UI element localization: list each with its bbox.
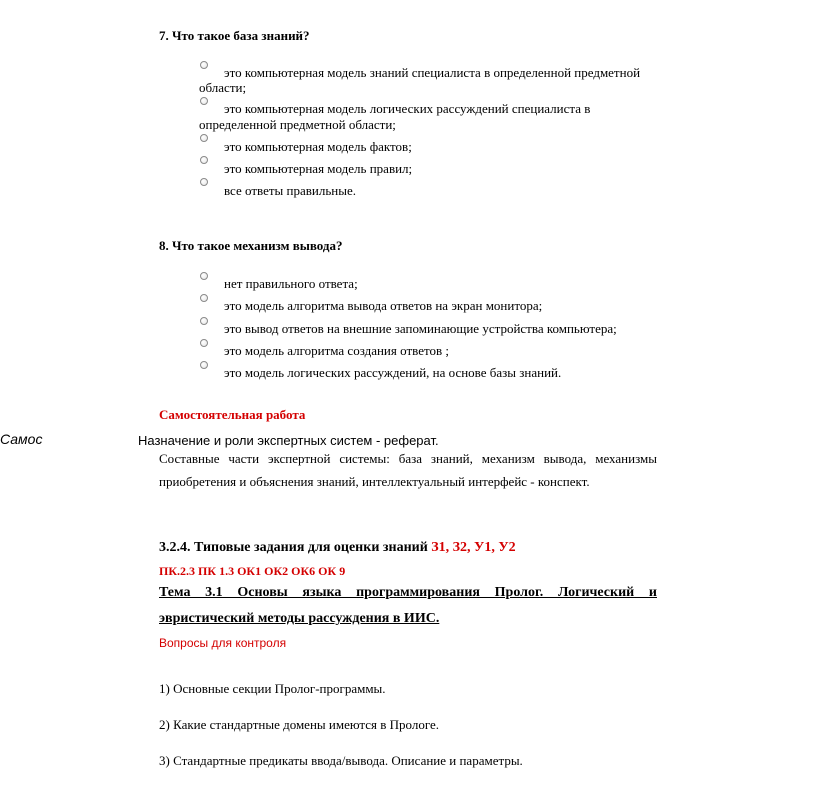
q8-option-2-text: это модель алгоритма вывода ответов на экран монитора; <box>224 298 543 313</box>
q7-option-1-radio[interactable] <box>200 61 208 69</box>
section-heading-codes: З1, З2, У1, У2 <box>431 540 516 555</box>
independent-line-1: Назначение и роли экспертных систем - реферат. <box>138 433 439 448</box>
q7-option-4-radio[interactable] <box>200 156 208 164</box>
q8-option-4-radio[interactable] <box>200 339 208 347</box>
control-question-1: 1) Основные секции Пролог-программы. <box>159 681 386 696</box>
independent-work-heading: Самостоятельная работа <box>159 407 306 422</box>
q7-option-2-text: это компьютерная модель логических рассуждений специалиста в <box>224 101 591 116</box>
q8-option-1-radio[interactable] <box>200 272 208 280</box>
q8-option-2-radio[interactable] <box>200 294 208 302</box>
q7-option-2-radio[interactable] <box>200 97 208 105</box>
topic-title-line-1: Тема 3.1 Основы языка программирования Пролог. Логический и <box>159 585 657 600</box>
topic-title-line-2: эвристический методы рассуждения в ИИС. <box>159 611 440 626</box>
q7-option-4-text: это компьютерная модель правил; <box>224 161 413 176</box>
q7-option-1-text-cont: области; <box>199 80 247 95</box>
section-heading <box>159 540 516 556</box>
q7-option-5-radio[interactable] <box>200 178 208 186</box>
q8-option-3-text: это вывод ответов на внешние запоминающие устройства компьютера; <box>224 321 617 336</box>
q8-option-4-text: это модель алгоритма создания ответов ; <box>224 343 449 358</box>
q7-option-3-radio[interactable] <box>200 134 208 142</box>
side-label: Самос <box>0 431 43 447</box>
q8-option-1-text: нет правильного ответа; <box>224 276 358 291</box>
independent-line-3: приобретения и объяснения знаний, интеллектуальный интерфейс - конспект. <box>159 474 590 489</box>
control-question-3: 3) Стандартные предикаты ввода/вывода. Описание и параметры. <box>159 753 523 768</box>
control-questions-label: Вопросы для контроля <box>159 636 287 650</box>
q7-option-2-text-cont: определенной предметной области; <box>199 117 396 132</box>
q7-option-5-text: все ответы правильные. <box>224 183 356 198</box>
competencies-line: ПК.2.3 ПК 1.3 ОК1 ОК2 ОК6 ОК 9 <box>159 564 346 578</box>
q8-option-5-radio[interactable] <box>200 361 208 369</box>
independent-line-2: Составные части экспертной системы: база знаний, механизм вывода, механизмы <box>159 451 657 466</box>
q7-option-1-text: это компьютерная модель знаний специалиста в определенной предметной <box>224 65 641 80</box>
q8-option-5-text: это модель логических рассуждений, на основе базы знаний. <box>224 365 562 380</box>
section-heading-text: 3.2.4. Типовые задания для оценки знаний <box>159 540 432 555</box>
question-8-title: 8. Что такое механизм вывода? <box>159 238 343 253</box>
question-7-title: 7. Что такое база знаний? <box>159 28 310 43</box>
q7-option-3-text: это компьютерная модель фактов; <box>224 139 412 154</box>
control-question-2: 2) Какие стандартные домены имеются в Прологе. <box>159 717 439 732</box>
q8-option-3-radio[interactable] <box>200 317 208 325</box>
